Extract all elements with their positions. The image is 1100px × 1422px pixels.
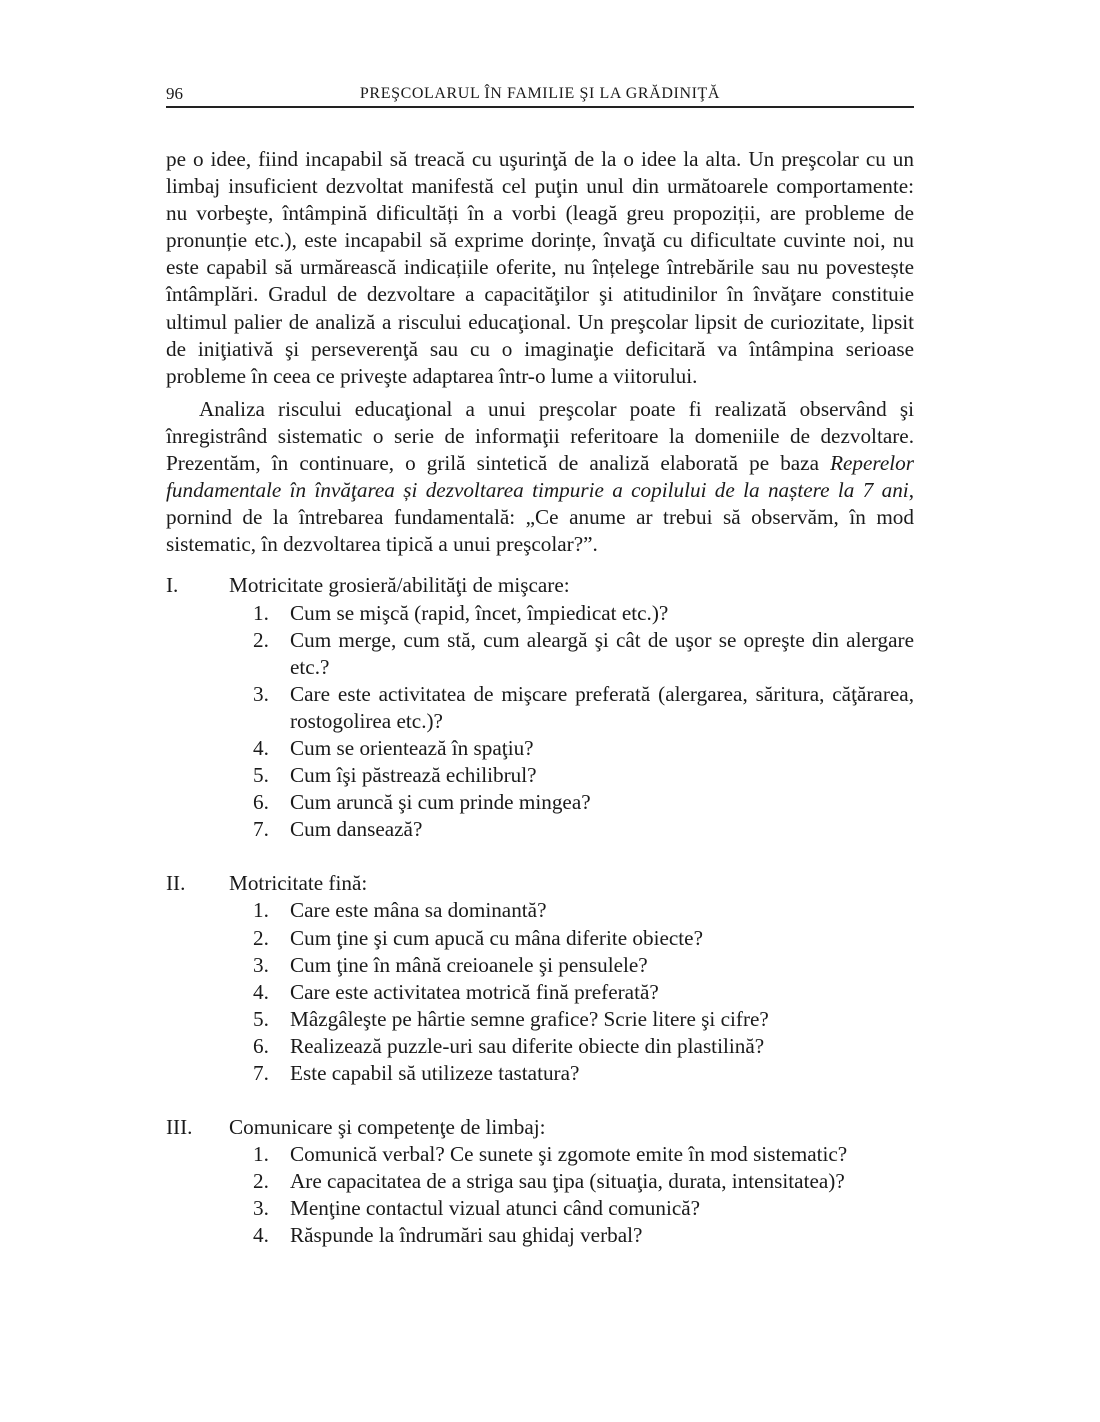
list-item	[166, 789, 914, 816]
section-gross-motor	[166, 572, 914, 843]
running-title: PREŞCOLARUL ÎN FAMILIE ŞI LA GRĂDINIŢĂ	[359, 85, 721, 102]
item-text: Cum ţine în mână creioanele şi pensulele?	[290, 952, 648, 977]
item-number: 4.	[253, 979, 269, 1004]
list-item	[166, 1222, 914, 1249]
item-text: Mâzgâleşte pe hârtie semne grafice? Scrie litere şi cifre?	[290, 1006, 769, 1031]
paragraph-text-start: Analiza riscului educaţional a unui preşcolar poate fi realizată observând şi înregistrând sistematic o serie de informaţii referitoare la domeniile de dezvoltare. Prezentăm, în continuare, o grilă sintetică de analiză elaborată pe baza	[166, 396, 914, 476]
list-item	[166, 1033, 914, 1060]
list-item	[166, 600, 914, 627]
list-item	[166, 762, 914, 789]
item-text: Care este mâna sa dominantă?	[290, 898, 547, 923]
item-number: 6.	[253, 790, 269, 815]
list-item	[166, 1141, 914, 1168]
item-number: 5.	[253, 1006, 269, 1031]
item-text: Cum se orientează în spaţiu?	[290, 735, 534, 760]
section-heading	[166, 572, 914, 599]
item-text: Cum îşi păstrează echilibrul?	[290, 763, 537, 788]
item-number: 7.	[253, 817, 269, 842]
question-list	[166, 1141, 914, 1249]
list-item	[166, 979, 914, 1006]
list-item	[166, 816, 914, 843]
list-item	[166, 735, 914, 762]
item-text: Cum merge, cum stă, cum aleargă şi cât de uşor se opreşte din alergare etc.?	[290, 627, 914, 679]
item-number: 4.	[253, 1223, 269, 1248]
item-number: 2.	[253, 925, 269, 950]
item-text: Realizează puzzle-uri sau diferite obiecte din plastilină?	[290, 1033, 765, 1058]
list-item	[166, 1060, 914, 1087]
cited-work-title: Reperelor fundamentale în învăţarea și dezvoltarea timpurie a copilului de la naștere la 7 ani	[166, 451, 914, 503]
page-body	[166, 146, 914, 1250]
list-item	[166, 1006, 914, 1033]
list-item	[166, 897, 914, 924]
item-number: 3.	[253, 952, 269, 977]
item-number: 3.	[253, 681, 269, 706]
item-number: 4.	[253, 735, 269, 760]
item-text: Cum dansează?	[290, 817, 423, 842]
item-number: 2.	[253, 1169, 269, 1194]
section-title: Motricitate grosieră/abilităţi de mişcare:	[229, 573, 570, 598]
section-numeral: II.	[166, 871, 186, 896]
item-text: Răspunde la îndrumări sau ghidaj verbal?	[290, 1223, 643, 1248]
section-heading	[166, 870, 914, 897]
section-heading	[166, 1114, 914, 1141]
question-list	[166, 600, 914, 844]
item-text: Care este activitatea motrică fină preferată?	[290, 979, 659, 1004]
list-item	[166, 681, 914, 735]
item-number: 5.	[253, 763, 269, 788]
item-number: 1.	[253, 898, 269, 923]
item-text: Cum ţine şi cum apucă cu mâna diferite obiecte?	[290, 925, 703, 950]
section-numeral: I.	[166, 573, 179, 598]
item-number: 1.	[253, 600, 269, 625]
item-text: Are capacitatea de a striga sau ţipa (situaţia, durata, intensitatea)?	[290, 1169, 845, 1194]
section-fine-motor	[166, 870, 914, 1087]
item-number: 7.	[253, 1061, 269, 1085]
list-item	[166, 1195, 914, 1222]
list-item	[166, 1168, 914, 1195]
paragraph-analysis-intro	[166, 396, 914, 559]
item-text: Comunică verbal? Ce sunete şi zgomote emite în mod sistematic?	[290, 1142, 848, 1167]
item-text: Este capabil să utilizeze tastatura?	[290, 1061, 580, 1085]
item-text: Cum se mişcă (rapid, încet, împiedicat etc.)?	[290, 600, 669, 625]
section-numeral: III.	[166, 1115, 193, 1140]
section-title: Comunicare şi competenţe de limbaj:	[229, 1115, 546, 1140]
section-communication	[166, 1114, 914, 1249]
list-item	[166, 627, 914, 681]
item-number: 2.	[253, 627, 269, 652]
list-item	[166, 952, 914, 979]
item-text: Care este activitatea de mişcare preferată (alergarea, săritura, căţărarea, rostogolirea etc.)?	[290, 681, 914, 733]
question-list	[166, 897, 914, 1087]
item-number: 1.	[253, 1142, 269, 1167]
item-text: Cum aruncă şi cum prinde mingea?	[290, 790, 591, 815]
page-number: 96	[166, 84, 183, 103]
item-text: Menţine contactul vizual atunci când comunică?	[290, 1196, 701, 1221]
list-item	[166, 925, 914, 952]
section-title: Motricitate fină:	[229, 871, 368, 896]
paragraph-text-end: , pornind de la întrebarea fundamentală: „Ce anume ar trebui să observăm, în mod sistematic, în dezvoltarea tipică a unui preşcolar?”.	[166, 478, 914, 557]
item-number: 6.	[253, 1033, 269, 1058]
paragraph-continued: pe o idee, fiind incapabil să treacă cu uşurinţă de la o idee la alta. Un preşcolar cu un limbaj insuficient dezvoltat manifestă cel puţin unul din următoarele comportamente: nu vorbeşte, întâmpină dificultăți în a vorbi (leagă greu propoziții, are probleme de pronunție etc.), este incapabil să exprime dorințe, învaţă cu dificultate cuvinte noi, nu este capabil să urmărească indicațiile oferite, nu înțelege întrebările sau nu povestește întâmplări. Gradul de dezvoltare a capacităţilor şi atitudinilor în învăţare constituie ultimul palier de analiză a riscului educaţional. Un preşcolar lipsit de curiozitate, lipsit de iniţiativă şi perseverenţă sau cu o imaginaţie deficitară va întâmpina serioase probleme în ceea ce priveşte adaptarea într-o lume a viitorului.	[166, 147, 914, 388]
item-number: 3.	[253, 1196, 269, 1221]
page-header	[166, 82, 914, 108]
